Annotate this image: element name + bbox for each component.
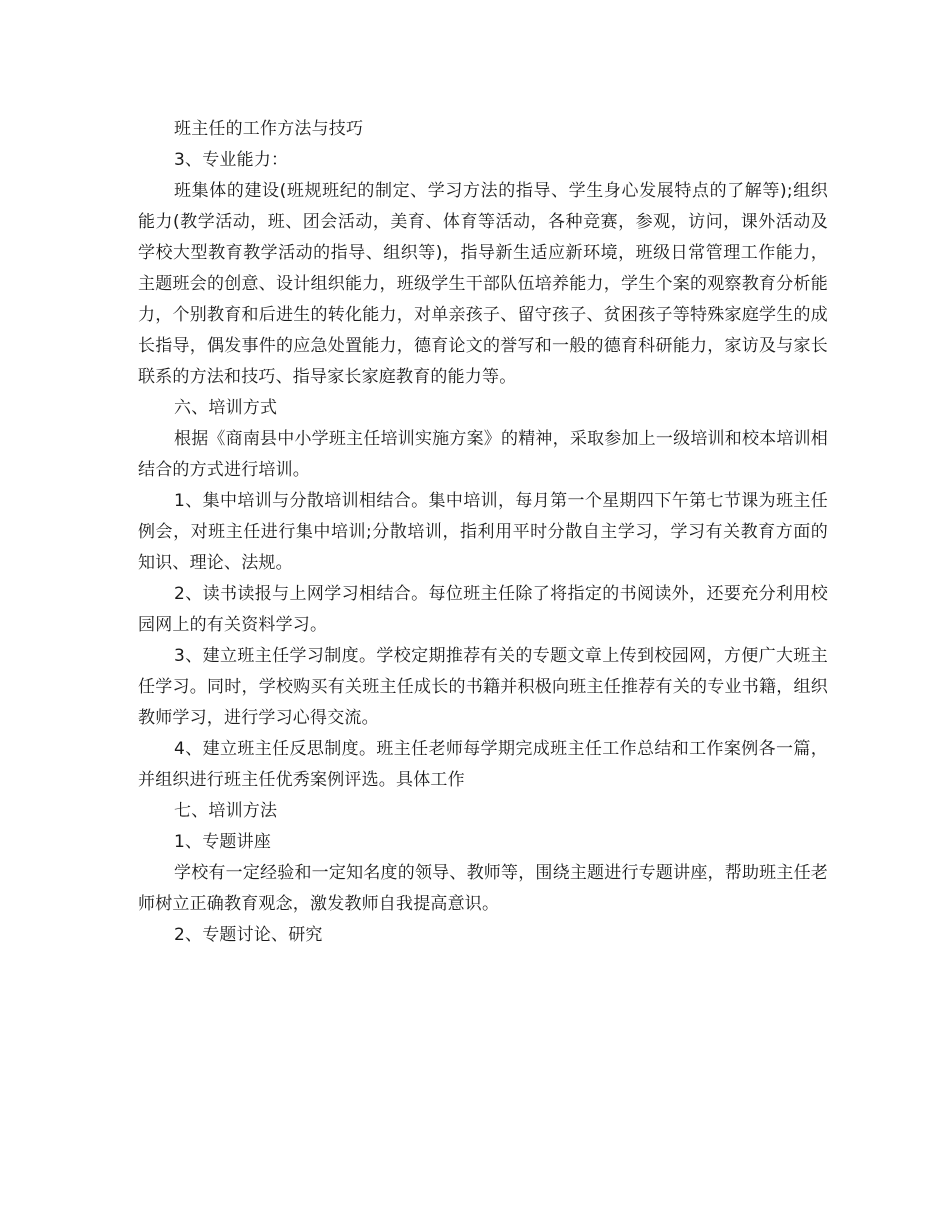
document-body xyxy=(138,114,828,951)
section-heading-training-mode: 六、培训方式 xyxy=(174,398,278,418)
subheading-professional-ability: 3、专业能力： xyxy=(174,150,289,170)
paragraph-lecture: 学校有一定经验和一定知名度的领导、教师等，围绕主题进行专题讲座，帮助班主任老师树立正确教育观念，激发教师自我提高意识。 xyxy=(138,863,828,914)
section-heading-training-method: 七、培训方法 xyxy=(174,801,278,821)
paragraph-item-4: 4、建立班主任反思制度。班主任老师每学期完成班主任工作总结和工作案例各一篇，并组织进行班主任优秀案例评选。具体工作 xyxy=(138,739,828,790)
subheading-lecture: 1、专题讲座 xyxy=(174,832,272,852)
heading-title: 班主任的工作方法与技巧 xyxy=(174,119,364,139)
paragraph-item-3: 3、建立班主任学习制度。学校定期推荐有关的专题文章上传到校园网，方便广大班主任学习。同时，学校购买有关班主任成长的书籍并积极向班主任推荐有关的专业书籍，组织教师学习，进行学习心得交流。 xyxy=(138,646,828,728)
paragraph-class-building: 班集体的建设(班规班纪的制定、学习方法的指导、学生身心发展特点的了解等);组织能力(教学活动，班、团会活动，美育、体育等活动，各种竞赛，参观，访问，课外活动及学校大型教育教学活动的指导、组织等)，指导新生适应新环境，班级日常管理工作能力，主题班会的创意、设计组织能力，班级学生干部队伍培养能力，学生个案的观察教育分析能力，个别教育和后进生的转化能力，对单亲孩子、留守孩子、贫困孩子等特殊家庭学生的成长指导，偶发事件的应急处置能力，德育论文的誉写和一般的德育科研能力，家访及与家长联系的方法和技巧、指导家长家庭教育的能力等。 xyxy=(138,181,828,387)
subheading-discussion: 2、专题讨论、研究 xyxy=(174,925,323,945)
paragraph-item-1: 1、集中培训与分散培训相结合。集中培训，每月第一个星期四下午第七节课为班主任例会，对班主任进行集中培训;分散培训，指利用平时分散自主学习，学习有关教育方面的知识、理论、法规。 xyxy=(138,491,828,573)
paragraph-training-basis: 根据《商南县中小学班主任培训实施方案》的精神，采取参加上一级培训和校本培训相结合的方式进行培训。 xyxy=(138,429,828,480)
paragraph-item-2: 2、读书读报与上网学习相结合。每位班主任除了将指定的书阅读外，还要充分利用校园网上的有关资料学习。 xyxy=(138,584,828,635)
